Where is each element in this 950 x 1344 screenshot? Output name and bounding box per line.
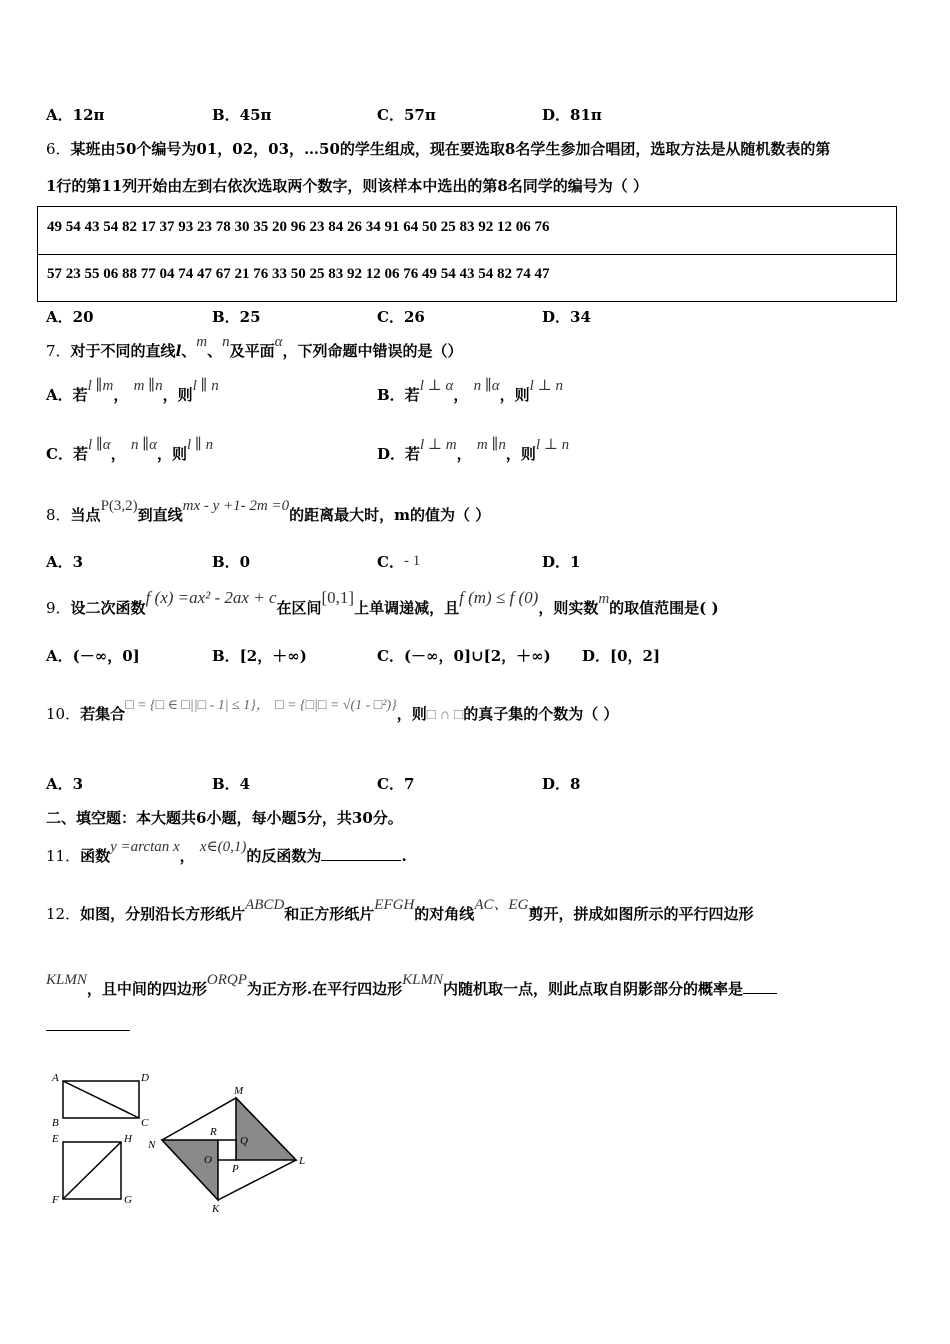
- q8-option-b: B．0: [212, 553, 251, 571]
- q7-option-d: D．若l ⊥ m， m ∥n，则l ⊥ n: [377, 437, 570, 463]
- label-G: G: [124, 1194, 132, 1206]
- label-C: C: [141, 1117, 149, 1129]
- square-orqp: [218, 1140, 236, 1160]
- label-M: M: [234, 1085, 244, 1097]
- q5-option-c: C．57π: [377, 106, 436, 124]
- q9-option-b: B．[2，＋∞): [212, 647, 307, 665]
- answer-blank: [321, 846, 401, 861]
- q8-option-c: C．- 1: [377, 553, 421, 571]
- q12-stem-line2: KLMN，且中间的四边形ORQP为正方形.在平行四边形KLMN内随机取一点，则此点取自阴影部分的概率是: [46, 978, 777, 999]
- table-row-1: 49 54 43 54 82 17 37 93 23 78 30 35 20 96 23 84 26 34 91 64 50 25 83 92 12 06 76: [47, 219, 550, 235]
- q6-option-b: B．25: [212, 308, 261, 326]
- random-number-table: [37, 206, 897, 302]
- parallelogram-figure: [40, 1068, 320, 1218]
- section-2-heading: 二、填空题：本大题共6小题，每小题5分，共30分。: [46, 809, 403, 827]
- q5-option-b: B．45π: [212, 106, 272, 124]
- q5-option-d: D．81π: [542, 106, 602, 124]
- q6-stem-line1: 6．某班由50个编号为01，02，03，…50的学生组成，现在要选取8名学生参加合唱团，选取方法是从随机数表的第: [46, 140, 831, 158]
- label-Q: Q: [240, 1135, 248, 1147]
- q10-stem: 10．若集合□ = {□ ∈ □||□ - 1| ≤ 1}， □ = {□|□ = √(1 - □²)}，则□ ∩ □的真子集的个数为（ ）: [46, 698, 619, 723]
- q12-stem-line1: 12．如图，分别沿长方形纸片ABCD和正方形纸片EFGH的对角线AC、EG剪开，拼成如图所示的平行四边形: [46, 897, 754, 923]
- q6-option-c: C．26: [377, 308, 425, 326]
- q10-option-a: A．3: [46, 775, 84, 793]
- q8-stem: 8．当点P(3,2)到直线mx - y +1- 2m =0的距离最大时，m的值为（ ）: [46, 498, 491, 524]
- label-F: F: [52, 1194, 59, 1206]
- table-row-2: 57 23 55 06 88 77 04 74 47 67 21 76 33 50 25 83 92 12 06 76 49 54 43 54 82 74 47: [47, 266, 550, 282]
- label-D: D: [141, 1072, 149, 1084]
- q9-option-c: C．(－∞，0]∪[2，＋∞): [377, 647, 551, 665]
- answer-blank-start: [743, 979, 777, 994]
- label-O: O: [204, 1154, 212, 1166]
- label-K: K: [212, 1203, 220, 1215]
- q7-option-a: A．若l ∥m， m ∥n，则l ∥ n: [46, 378, 219, 404]
- q6-option-d: D．34: [542, 308, 591, 326]
- q8-option-a: A．3: [46, 553, 84, 571]
- q9-option-d: D．[0，2]: [582, 647, 661, 665]
- label-R: R: [210, 1126, 217, 1138]
- answer-blank-continued: [46, 1030, 130, 1031]
- label-P: P: [232, 1163, 239, 1175]
- table-divider: [38, 254, 896, 255]
- label-E: E: [52, 1133, 59, 1145]
- q10-option-d: D．8: [542, 775, 581, 793]
- q7-option-b: B．若l ⊥ α， n ∥α，则l ⊥ n: [377, 378, 563, 404]
- shaded-triangle-right: [236, 1098, 296, 1160]
- label-L: L: [299, 1155, 306, 1167]
- q9-option-a: A．(－∞，0]: [46, 647, 140, 665]
- q5-option-a: A．12π: [46, 106, 105, 124]
- q7-stem: 7．对于不同的直线l、m、n及平面α，下列命题中错误的是（）: [46, 334, 463, 360]
- shaded-triangle-left: [162, 1140, 218, 1200]
- label-A: A: [52, 1072, 59, 1084]
- label-B: B: [52, 1117, 59, 1129]
- q10-option-b: B．4: [212, 775, 251, 793]
- q7-option-c: C．若l ∥α， n ∥α，则l ∥ n: [46, 437, 214, 463]
- label-H: H: [124, 1133, 132, 1145]
- q8-option-d: D．1: [542, 553, 581, 571]
- q9-stem: 9．设二次函数f (x) =ax² - 2ax + c在区间[0,1]上单调递减，且f (m) ≤ f (0)，则实数m的取值范围是( ): [46, 588, 719, 617]
- label-N: N: [148, 1139, 156, 1151]
- q6-stem-line2: 1行的第11列开始由左到右依次选取两个数字，则该样本中选出的第8名同学的编号为（ ）: [46, 177, 648, 195]
- q6-option-a: A．20: [46, 308, 94, 326]
- q10-option-c: C．7: [377, 775, 415, 793]
- q11-stem: 11．函数y =arctan x， x∈(0,1)的反函数为 .: [46, 839, 407, 865]
